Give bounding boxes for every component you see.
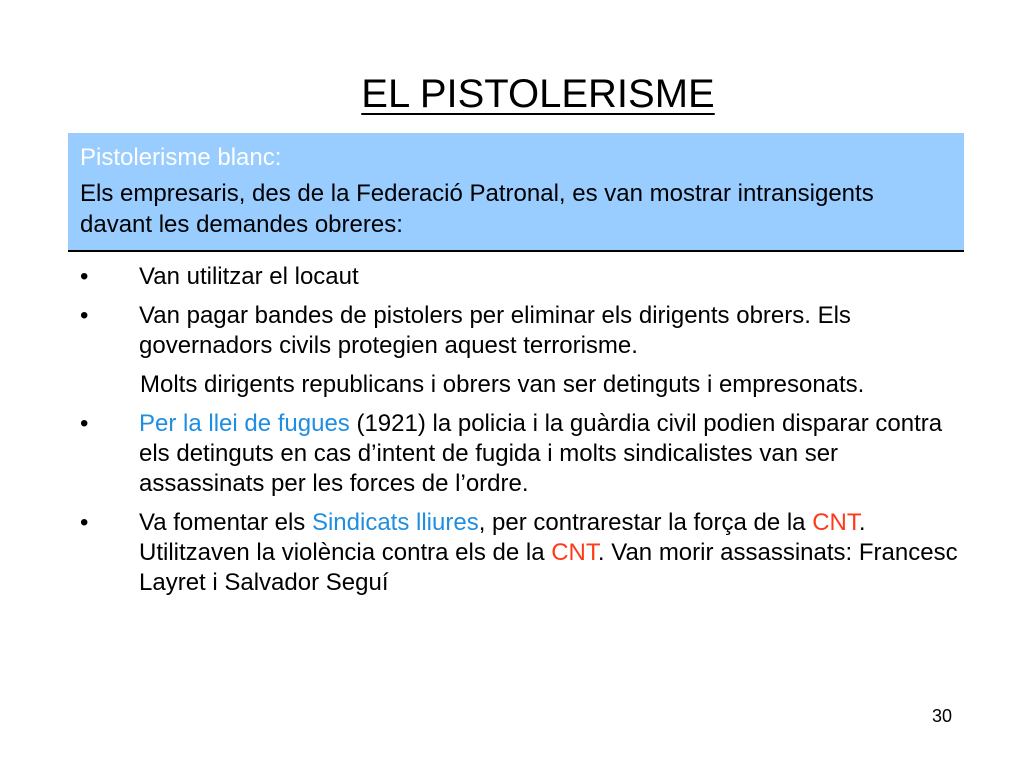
list-item-text: (1921) la policia i la guàrdia civil podien disparar contra els detinguts en cas d’intent de fugida i molts sindicalistes van ser assassinats per les forces de l’ordre.	[139, 410, 943, 497]
header-label: Pistolerisme blanc:	[80, 144, 282, 171]
text-part: , per contrarestar la força de la	[478, 509, 813, 536]
bullet-icon: •	[80, 302, 89, 329]
list-item-note	[70, 370, 970, 400]
slide-title-text: EL PISTOLERISME	[361, 72, 715, 116]
header-text: Els empresaris, des de la Federació Patronal, es van mostrar intransigents davant les demandes obreres:	[80, 180, 874, 238]
bullet-icon: •	[80, 509, 89, 536]
header-box	[68, 133, 964, 252]
list-item	[70, 508, 970, 598]
text-part: . Utilitzaven la violència contra els de la	[139, 509, 866, 566]
text-part: . Van morir assassinats: Francesc Layret i Salvador Seguí	[139, 539, 958, 596]
highlight-cnt: CNT	[551, 539, 598, 566]
list-item	[70, 301, 970, 361]
bullet-icon: •	[80, 410, 89, 437]
highlight-sindicats-lliures: Sindicats lliures	[311, 509, 479, 536]
page-number: 30	[932, 706, 953, 726]
bullet-list	[70, 262, 970, 607]
slide-title	[0, 70, 1024, 118]
list-item	[70, 262, 970, 292]
highlight-llei-de-fugues: Per la llei de fugues	[139, 410, 350, 437]
bullet-icon: •	[80, 263, 89, 290]
text-part: Va fomentar els	[139, 509, 312, 536]
note-text: Molts dirigents republicans i obrers van ser detinguts i empresonats.	[140, 371, 865, 398]
list-item	[70, 409, 970, 499]
highlight-cnt: CNT	[812, 509, 859, 536]
list-item-text: Van utilitzar el locaut	[139, 263, 359, 290]
list-item-text: Van pagar bandes de pistolers per eliminar els dirigents obrers. Els governadors civils protegien aquest terrorisme.	[139, 302, 851, 359]
